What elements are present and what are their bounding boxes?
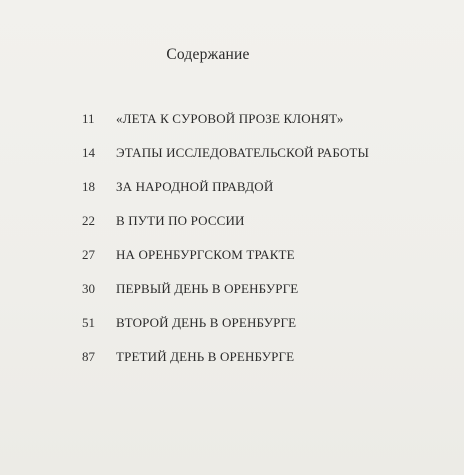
- toc-chapter-title: ПЕРВЫЙ ДЕНЬ В ОРЕНБУРГЕ: [116, 281, 299, 296]
- toc-chapter-title: ЭТАПЫ ИССЛЕДОВАТЕЛЬСКОЙ РАБОТЫ: [116, 145, 369, 160]
- toc-chapter-title: НА ОРЕНБУРГСКОМ ТРАКТЕ: [116, 247, 295, 262]
- toc-chapter-title: ВТОРОЙ ДЕНЬ В ОРЕНБУРГЕ: [116, 315, 297, 330]
- toc-page-number: 11: [82, 111, 95, 126]
- toc-chapter-title: ЗА НАРОДНОЙ ПРАВДОЙ: [116, 179, 274, 194]
- page-title: Содержание: [166, 46, 250, 63]
- toc-entry: [82, 340, 369, 374]
- toc-entry: [82, 272, 369, 306]
- toc-entry: [82, 306, 369, 340]
- toc-entry: [82, 238, 369, 272]
- toc-chapter-title: ТРЕТИЙ ДЕНЬ В ОРЕНБУРГЕ: [116, 349, 295, 364]
- toc-page-number: 87: [82, 349, 95, 364]
- toc-chapter-title: «ЛЕТА К СУРОВОЙ ПРОЗЕ КЛОНЯТ»: [116, 111, 344, 126]
- toc-chapter-title: В ПУТИ ПО РОССИИ: [116, 213, 245, 228]
- toc-entry: [82, 204, 369, 238]
- toc-page-number: 22: [82, 213, 95, 228]
- toc-entry: [82, 136, 369, 170]
- toc-page-number: 51: [82, 315, 95, 330]
- toc-page-number: 30: [82, 281, 95, 296]
- toc-entry: [82, 170, 369, 204]
- toc-page-number: 18: [82, 179, 95, 194]
- toc-entry: [82, 102, 369, 136]
- toc-page-number: 14: [82, 145, 95, 160]
- toc-page-number: 27: [82, 247, 95, 262]
- table-of-contents: [82, 102, 369, 374]
